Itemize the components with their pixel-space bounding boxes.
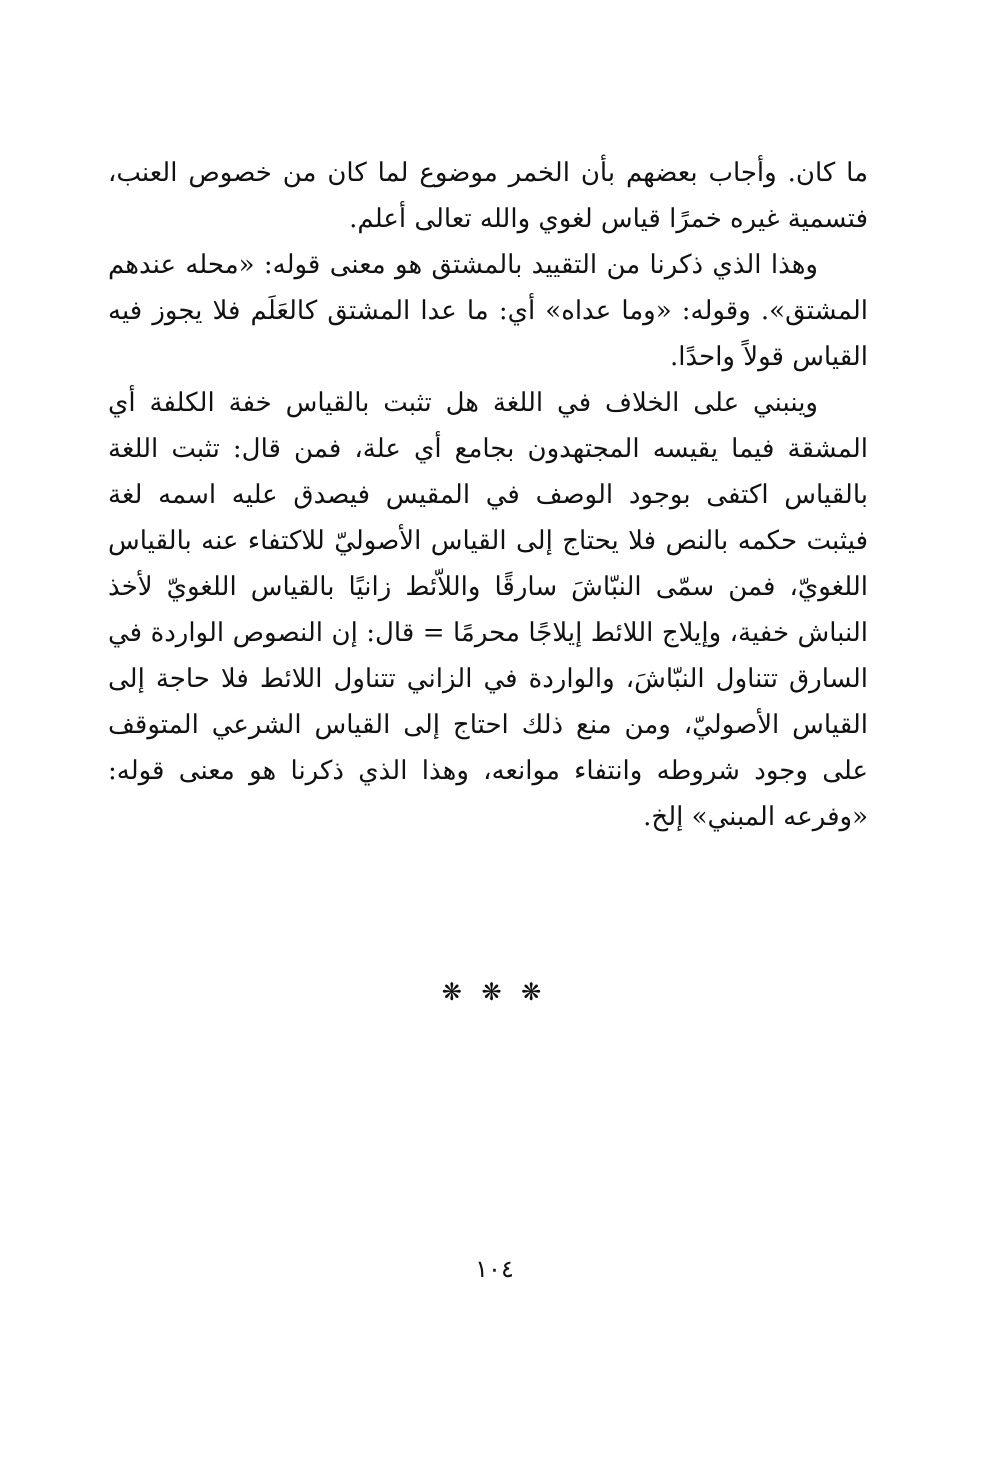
body-text bbox=[108, 150, 868, 840]
paragraph-3: وينبني على الخلاف في اللغة هل تثبت بالقياس خفة الكلفة أي المشقة فيما يقيسه المجتهدون بجامع أي علة، فمن قال: تثبت اللغة بالقياس اكتفى بوجود الوصف في المقيس فيصدق عليه اسمه لغة فيثبت حكمه بالنص فلا يحتاج إلى القياس الأصوليّ للاكتفاء عنه بالقياس اللغويّ، فمن سمّى النبّاشَ سارقًا واللاّئط زانيًا بالقياس اللغويّ لأخذ النباش خفية، وإيلاج اللائط إيلاجًا محرمًا = قال: إن النصوص الواردة في السارق تتناول النبّاشَ، والواردة في الزاني تتناول اللائط فلا حاجة إلى القياس الأصوليّ، ومن منع ذلك احتاج إلى القياس الشرعي المتوقف على وجود شروطه وانتفاء موانعه، وهذا الذي ذكرنا هو معنى قوله: «وفرعه المبني» إلخ. bbox=[108, 388, 868, 832]
paragraph-2: وهذا الذي ذكرنا من التقييد بالمشتق هو معنى قوله: «محله عندهم المشتق». وقوله: «وما عداه» أي: ما عدا المشتق كالعَلَم فلا يجوز فيه القياس قولاً واحدًا. bbox=[108, 250, 868, 372]
section-separator: ❋ ❋ ❋ bbox=[441, 978, 548, 1006]
paragraph-1: ما كان. وأجاب بعضهم بأن الخمر موضوع لما كان من خصوص العنب، فتسمية غيره خمرًا قياس لغوي والله تعالى أعلم. bbox=[108, 158, 868, 234]
page-number: ١٠٤ bbox=[475, 1255, 514, 1283]
